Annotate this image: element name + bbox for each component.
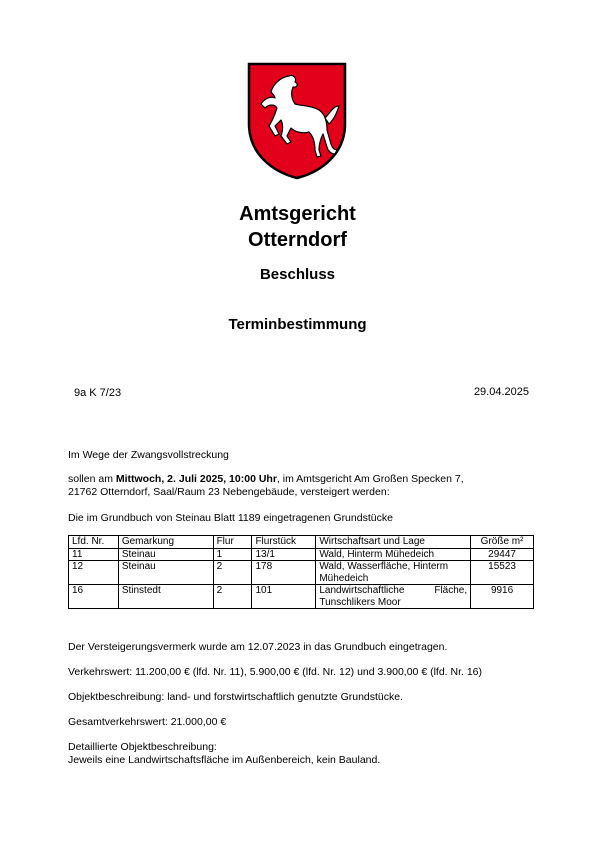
column-header: Gemarkung	[118, 536, 213, 549]
cell-word: Landwirtschaftliche	[319, 585, 405, 596]
table-cell: Stinstedt	[118, 585, 213, 609]
table-cell: 29447	[471, 548, 534, 561]
auction-prefix: sollen am	[68, 473, 116, 485]
detailed-description-text: Jeweils eine Landwirtschaftsfläche im Außenbereich, kein Bauland.	[68, 754, 381, 766]
document-date: 29.04.2025	[473, 386, 529, 398]
cell-line: Wald, Wasserfläche, Hinterm	[319, 561, 449, 572]
table-header-row	[69, 536, 534, 549]
intro-text: Im Wege der Zwangsvollstreckung	[68, 449, 229, 461]
table-row	[69, 548, 534, 561]
table-cell: 15523	[471, 561, 534, 585]
table-cell: 1	[213, 548, 252, 561]
table-cell: Steinau	[118, 548, 213, 561]
table-cell: 12	[69, 561, 119, 585]
auction-line-2: 21762 Otterndorf, Saal/Raum 23 Nebengebäude, versteigert werden:	[68, 486, 390, 498]
table-cell: Steinau	[118, 561, 213, 585]
table-row	[69, 561, 534, 585]
cell-line	[319, 585, 467, 597]
court-name: Amtsgericht	[239, 203, 356, 225]
document-heading: Beschluss	[259, 266, 336, 283]
table-cell: 13/1	[252, 548, 316, 561]
table-cell: 178	[252, 561, 316, 585]
court-location: Otterndorf	[248, 229, 347, 251]
table-cell	[316, 561, 471, 585]
object-description: Objektbeschreibung: land- und forstwirtschaftlich genutzte Grundstücke.	[68, 691, 404, 703]
column-header: Wirtschaftsart und Lage	[316, 536, 471, 549]
column-header: Flur	[213, 536, 252, 549]
table-cell: 11	[69, 548, 119, 561]
market-value: Verkehrswert: 11.200,00 € (lfd. Nr. 11), 5.900,00 € (lfd. Nr. 12) und 3.900,00 € (lfd. Nr. 16)	[68, 666, 483, 678]
register-text: Die im Grundbuch von Steinau Blatt 1189 eingetragenen Grundstücke	[68, 512, 393, 524]
coat-of-arms-logo	[247, 62, 347, 180]
table-cell: Wald, Hinterm Mühedeich	[316, 548, 471, 561]
detailed-description-label: Detaillierte Objektbeschreibung:	[68, 741, 217, 753]
auction-location: , im Amtsgericht Am Großen Specken 7,	[276, 473, 464, 485]
cell-line: Tunschlikers Moor	[319, 596, 401, 608]
cell-word: Fläche,	[434, 585, 468, 596]
table-cell	[316, 585, 471, 609]
table-cell: 2	[213, 561, 252, 585]
file-number: 9a K 7/23	[74, 387, 122, 399]
auction-line-1	[68, 473, 464, 486]
column-header: Lfd. Nr.	[69, 536, 119, 549]
column-header: Größe m²	[471, 536, 534, 549]
table-row	[69, 585, 534, 609]
document-subheading: Terminbestimmung	[228, 316, 367, 333]
property-table	[68, 535, 534, 609]
registration-note: Der Versteigerungsvermerk wurde am 12.07.2023 in das Grundbuch eingetragen.	[68, 641, 448, 653]
column-header: Flurstück	[252, 536, 316, 549]
table-cell: 16	[69, 585, 119, 609]
auction-date-time: Mittwoch, 2. Juli 2025, 10:00 Uhr	[115, 473, 277, 485]
table-cell: 101	[252, 585, 316, 609]
cell-line: Mühedeich	[319, 572, 369, 584]
total-market-value: Gesamtverkehrswert: 21.000,00 €	[68, 716, 227, 728]
table-cell: 9916	[471, 585, 534, 609]
table-cell: 2	[213, 585, 252, 609]
